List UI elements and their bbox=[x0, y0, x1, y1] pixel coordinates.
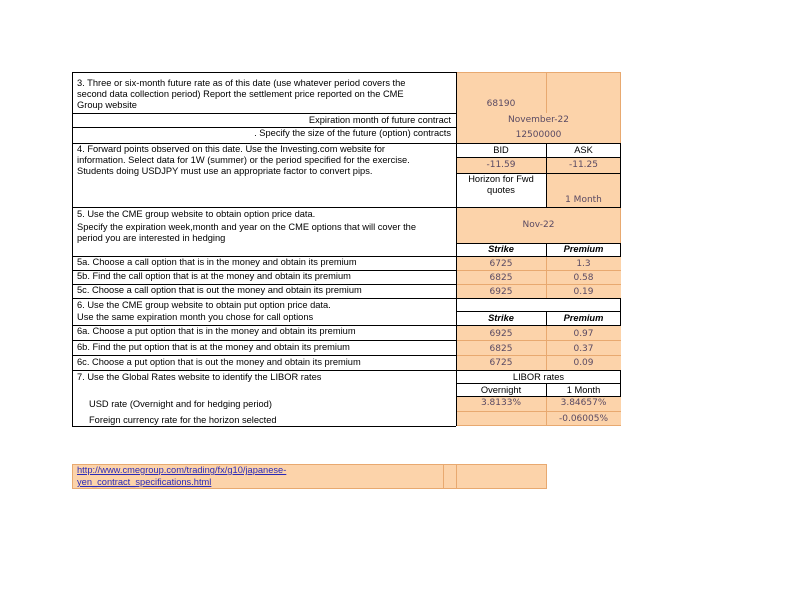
q4-bid-value[interactable]: -11.59 bbox=[486, 160, 516, 170]
grid-line bbox=[72, 426, 456, 427]
grid-line bbox=[456, 411, 621, 412]
q3-value[interactable]: 68190 bbox=[486, 99, 516, 109]
q6c-strike[interactable]: 6725 bbox=[489, 358, 513, 368]
q5c-premium[interactable]: 0.19 bbox=[573, 287, 594, 297]
q6b-label: 6b. Find the put option that is at the money and obtain its premium bbox=[77, 342, 350, 352]
q6a-strike[interactable]: 6925 bbox=[489, 329, 513, 339]
q3-size-label: . Specify the size of the future (option) contracts bbox=[254, 128, 451, 138]
grid-line bbox=[72, 298, 621, 299]
q7-usd-label: USD rate (Overnight and for hedging period) bbox=[89, 399, 272, 409]
grid-line bbox=[72, 488, 547, 489]
grid-line bbox=[72, 72, 456, 73]
grid-line bbox=[456, 383, 621, 384]
q7-usd-month[interactable]: 3.84657% bbox=[560, 398, 607, 408]
q5-text-line3: period you are interested in hedging bbox=[77, 233, 226, 243]
q5-text-line2: Specify the expiration week,month and year on the CME options that will cover the bbox=[77, 222, 417, 232]
q6a-premium[interactable]: 0.97 bbox=[573, 329, 594, 339]
grid-line bbox=[72, 340, 456, 341]
q5b-label: 5b. Find the call option that is at the money and obtain its premium bbox=[77, 271, 351, 281]
q4-ask-value[interactable]: -11.25 bbox=[568, 160, 598, 170]
q6-text-line2: Use the same expiration month you chose for call options bbox=[77, 312, 314, 322]
q3-text-line2: second data collection period) Report the settlement price reported on the CME bbox=[77, 89, 404, 99]
grid-line bbox=[456, 311, 621, 312]
q4-horizon-value[interactable]: 1 Month bbox=[565, 195, 602, 205]
grid-line bbox=[456, 284, 621, 285]
grid-line bbox=[546, 464, 547, 489]
q3-expiration-value[interactable]: November-22 bbox=[508, 115, 569, 125]
q4-text-line3: Students doing USDJPY must use an appropriate factor to convert pips. bbox=[77, 166, 373, 176]
grid-line bbox=[456, 340, 621, 341]
q5c-label: 5c. Choose a call option that is out the money and obtain its premium bbox=[77, 285, 362, 295]
q5a-strike[interactable]: 6725 bbox=[489, 259, 513, 269]
grid-line bbox=[443, 464, 444, 489]
q5c-strike[interactable]: 6925 bbox=[489, 287, 513, 297]
q5-premium-header: Premium bbox=[563, 244, 604, 254]
grid-line bbox=[72, 207, 621, 208]
q7-foreign-label: Foreign currency rate for the horizon selected bbox=[89, 415, 277, 425]
q7-overnight-header: Overnight bbox=[480, 385, 522, 395]
q5a-label: 5a. Choose a call option that is in the money and obtain its premium bbox=[77, 257, 357, 267]
grid-line bbox=[456, 72, 621, 73]
grid-line bbox=[456, 425, 621, 426]
q6b-strike[interactable]: 6825 bbox=[489, 344, 513, 354]
q6a-label: 6a. Choose a put option that is in the money and obtain its premium bbox=[77, 326, 356, 336]
q3-size-value[interactable]: 12500000 bbox=[515, 130, 562, 140]
q4-ask-header: ASK bbox=[574, 145, 593, 155]
grid-line bbox=[456, 464, 457, 489]
grid-line bbox=[72, 370, 621, 371]
q4-horizon-label-line2: quotes bbox=[487, 185, 515, 195]
grid-line bbox=[72, 72, 73, 426]
grid-line bbox=[456, 157, 621, 158]
q6b-premium[interactable]: 0.37 bbox=[573, 344, 594, 354]
q4-bid-header: BID bbox=[493, 145, 509, 155]
grid-line bbox=[72, 113, 456, 114]
q4-text-line1: 4. Forward points observed on this date. Use the Investing.com website for bbox=[77, 144, 385, 154]
q7-month-header: 1 Month bbox=[566, 385, 601, 395]
cme-link-line1[interactable]: http://www.cmegroup.com/trading/fx/g10/japanese- bbox=[77, 465, 287, 475]
q6c-premium[interactable]: 0.09 bbox=[573, 358, 594, 368]
q5-expiration-value[interactable]: Nov-22 bbox=[522, 220, 555, 230]
q5b-premium[interactable]: 0.58 bbox=[573, 273, 594, 283]
q3-text-line3: Group website bbox=[77, 100, 137, 110]
q3-text-line1: 3. Three or six-month future rate as of this date (use whatever period covers the bbox=[77, 78, 406, 88]
q7-libor-header: LIBOR rates bbox=[512, 372, 565, 382]
grid-line bbox=[546, 72, 547, 113]
q5-strike-header: Strike bbox=[488, 244, 514, 254]
q4-horizon-label-line1: Horizon for Fwd bbox=[468, 174, 534, 184]
q5-text-line1: 5. Use the CME group website to obtain option price data. bbox=[77, 209, 316, 219]
q6-strike-header: Strike bbox=[488, 313, 514, 323]
grid-line bbox=[456, 270, 621, 271]
q4-text-line2: information. Select data for 1W (summer) or the period specified for the exercise. bbox=[77, 155, 410, 165]
q7-text: 7. Use the Global Rates website to identify the LIBOR rates bbox=[77, 372, 322, 382]
grid-line bbox=[456, 355, 621, 356]
q3-expiration-label: Expiration month of future contract bbox=[308, 115, 451, 125]
q7-foreign-month[interactable]: -0.06005% bbox=[558, 414, 609, 424]
grid-line bbox=[456, 396, 621, 397]
grid-line bbox=[72, 464, 73, 489]
q5a-premium[interactable]: 1.3 bbox=[576, 259, 591, 269]
q5b-strike[interactable]: 6825 bbox=[489, 273, 513, 283]
grid-line bbox=[72, 355, 456, 356]
q6c-label: 6c. Choose a put option that is out the money and obtain its premium bbox=[77, 357, 361, 367]
q7-usd-overnight[interactable]: 3.8133% bbox=[480, 398, 522, 408]
q6-premium-header: Premium bbox=[563, 313, 604, 323]
q6-text-line1: 6. Use the CME group website to obtain put option price data. bbox=[77, 300, 331, 310]
cme-link-line2[interactable]: yen_contract_specifications.html bbox=[77, 477, 212, 487]
